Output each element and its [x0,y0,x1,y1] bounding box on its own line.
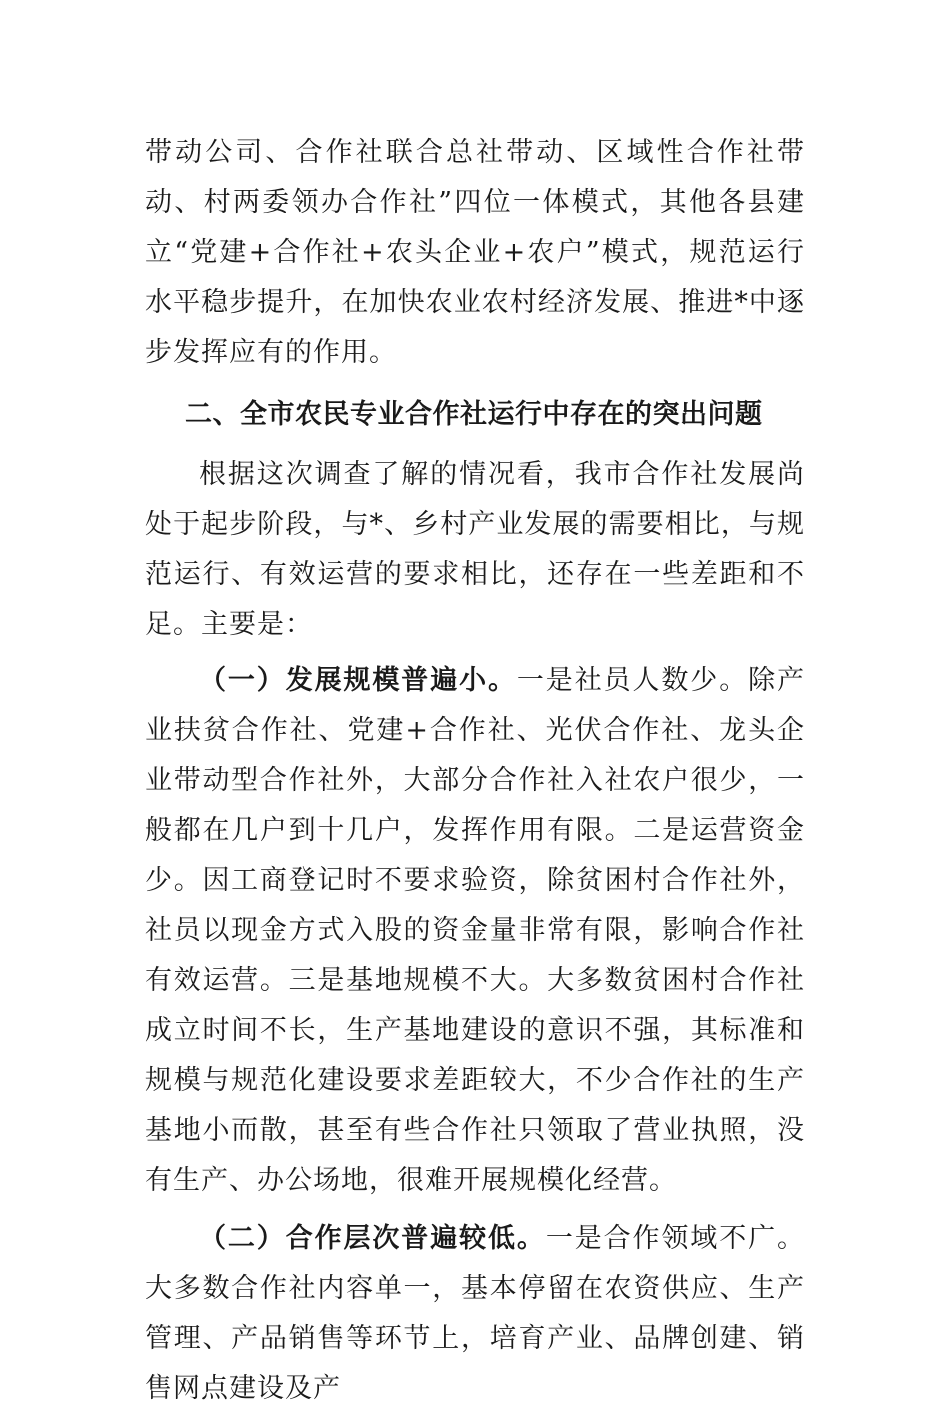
paragraph-intro [145,450,805,650]
point-lead: （一）发展规模普遍小。 [199,665,517,696]
paragraph-point-1 [145,656,805,1206]
paragraph-text: 根据这次调查了解的情况看，我市合作社发展尚处于起步阶段，与*、乡村产业发展的需要相比，与规范运行、有效运营的要求相比，还存在一些差距和不足。主要是： [145,459,805,640]
paragraph-text: 一是合作领域不广。大多数合作社内容单一，基本停留在农资供应、生产管理、产品销售等环节上，培育产业、品牌创建、销售网点建设及产 [145,1223,806,1404]
paragraph-point-2 [145,1214,805,1414]
heading-text: 二、全市农民专业合作社运行中存在的突出问题 [185,399,763,430]
paragraph-text: 一是社员人数少。除产业扶贫合作社、党建+合作社、光伏合作社、龙头企业带动型合作社外，大部分合作社入社农户很少，一般都在几户到十几户，发挥作用有限。二是运营资金少。因工商登记时不要求验资，除贫困村合作社外，社员以现金方式入股的资金量非常有限，影响合作社有效运营。三是基地规模不大。大多数贫困村合作社成立时间不长，生产基地建设的意识不强，其标准和规模与规范化建设要求差距较大，不少合作社的生产基地小而散，甚至有些合作社只领取了营业执照，没有生产、办公场地，很难开展规模化经营。 [145,665,806,1196]
section-heading [145,390,805,440]
document-body [145,128,805,1414]
paragraph-text: 带动公司、合作社联合总社带动、区域性合作社带动、村两委领办合作社”四位一体模式，其他各县建立“党建+合作社+农头企业+农户”模式，规范运行水平稳步提升，在加快农业农村经济发展、推进*中逐步发挥应有的作用。 [145,137,805,368]
paragraph-continuation [145,128,805,378]
point-lead: （二）合作层次普遍较低。 [199,1223,546,1254]
